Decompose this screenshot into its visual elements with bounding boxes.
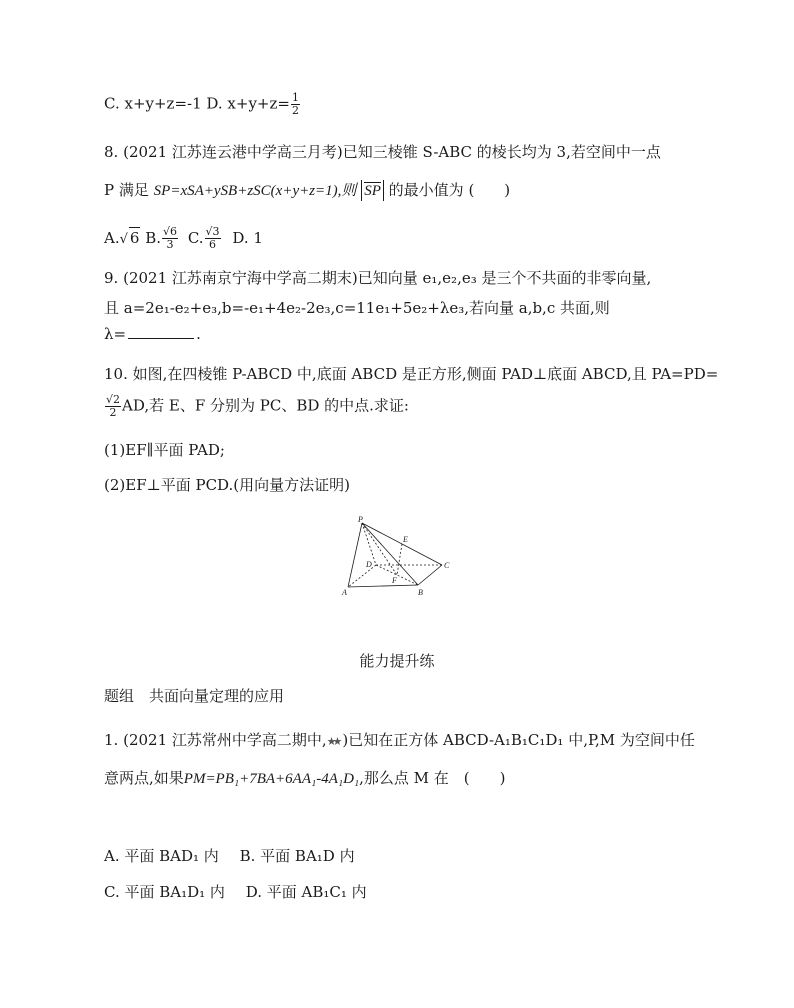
prev-question-options: [104, 92, 301, 117]
q8-abs-vector: SP: [361, 180, 384, 201]
group-title: 题组 共面向量定理的应用: [104, 687, 285, 705]
q8-vector-equation: SP=xSA+ySB+zSC(x+y+z=1),则: [153, 183, 357, 199]
label-f: F: [392, 576, 397, 585]
q1-line-1: 1. (2021 江苏常州中学高二期中,★★ )已知在正方体 ABCD-A₁B₁C₁D₁ 中,P,M 为空间中任: [104, 731, 695, 749]
q10-part-1: (1)EF∥平面 PAD;: [104, 441, 225, 459]
q9-line-1: [104, 268, 651, 288]
label-b: B: [418, 588, 423, 597]
q1-option-b: B. 平面 BA₁D 内: [239, 847, 355, 865]
label-p: P: [358, 515, 363, 524]
q9-stem-a: 已知向量 e₁,e₂,e₃ 是三个不共面的非零向量,: [357, 269, 652, 287]
q1-option-d: D. 平面 AB₁C₁ 内: [245, 883, 367, 901]
q10-part-2: (2)EF⊥平面 PCD.(用向量方法证明): [104, 476, 351, 494]
q10-number: 10.: [104, 365, 128, 383]
q1-stem-b-post: ,那么点 M 在 ( ): [359, 769, 506, 787]
q8-stem-a: 已知三棱锥 S-ABC 的棱长均为 3,若空间中一点: [342, 143, 661, 161]
q10-stem-b: AD,若 E、F 分别为 PC、BD 的中点.求证:: [122, 396, 409, 415]
section-title: 能力提升练: [359, 652, 435, 670]
q1-number: 1.: [104, 731, 119, 749]
q1-stem-a: 已知在正方体 ABCD-A₁B₁C₁D₁ 中,P,M 为空间中任: [348, 731, 695, 749]
q8-stem-b-post: 的最小值为 ( ): [388, 181, 511, 199]
edge-db: [376, 565, 418, 585]
segment-ef: [397, 544, 402, 575]
q9-answer-blank: [128, 338, 194, 339]
q8-option-d: D. 1: [232, 228, 263, 247]
q1-options-row-2: [104, 882, 367, 902]
q8-options: [104, 226, 263, 251]
q8-number: 8.: [104, 143, 119, 161]
q8-stem-b-pre: P 满足: [104, 181, 149, 199]
q8-source: (2021 江苏连云港中学高三月考): [123, 143, 343, 161]
q1-line-2: [104, 768, 506, 789]
q8-line-2: [104, 180, 510, 201]
label-c: C: [444, 561, 450, 570]
edge-bc: [418, 565, 442, 585]
q1-option-a: A. 平面 BAD₁ 内: [104, 847, 219, 865]
difficulty-star-icon: ★★: [326, 735, 339, 748]
q9-line-3: λ= .: [104, 325, 201, 343]
q1-source: (2021 江苏常州中学高二期中,: [123, 731, 327, 749]
q1-option-c: C. 平面 BA₁D₁ 内: [104, 883, 225, 901]
q9-number: 9.: [104, 269, 119, 287]
q10-line-1: [104, 364, 718, 384]
q10-stem-a: 如图,在四棱锥 P-ABCD 中,底面 ABCD 是正方形,侧面 PAD⊥底面 ABCD,且 PA=PD=: [132, 365, 719, 383]
q1-stem-b-pre: 意两点,如果: [104, 769, 184, 787]
edge-pb: [362, 523, 418, 585]
q9-stem-b: 且 a=2e₁-e₂+e₃,b=-e₁+4e₂-2e₃,c=11e₁+5e₂+λe₃,若向量 a,b,c 共面,则: [104, 299, 610, 317]
q8-line-1: [104, 142, 661, 162]
q1-options-row-1: [104, 846, 355, 866]
q10-line-2: [104, 394, 409, 419]
label-a: A: [342, 588, 347, 597]
q9-stem-c: λ=: [104, 325, 127, 343]
edge-ab: [348, 585, 418, 587]
pyramid-figure: [340, 515, 460, 599]
q8-option-b: B. $\frac{√6}{3}$: [145, 225, 178, 251]
prev-options-text: C. x+y+z=-1 D. x+y+z=: [104, 94, 290, 113]
q9-line-2: [104, 298, 610, 318]
q10-fraction: $\frac{√2}{2}$: [106, 393, 121, 419]
q8-option-a: A.√ 6: [104, 228, 140, 247]
fraction-one-half: $\frac{1}{2}$: [291, 91, 299, 117]
q1-vector-equation: PM=PB₁+7BA+6AA₁-4A₁D₁: [183, 771, 360, 787]
q8-option-c: C. $\frac{√3}{6}$: [187, 225, 220, 251]
label-e: E: [403, 535, 408, 544]
q9-source: (2021 江苏南京宁海中学高二期末): [123, 269, 358, 287]
label-d: D: [366, 560, 372, 569]
